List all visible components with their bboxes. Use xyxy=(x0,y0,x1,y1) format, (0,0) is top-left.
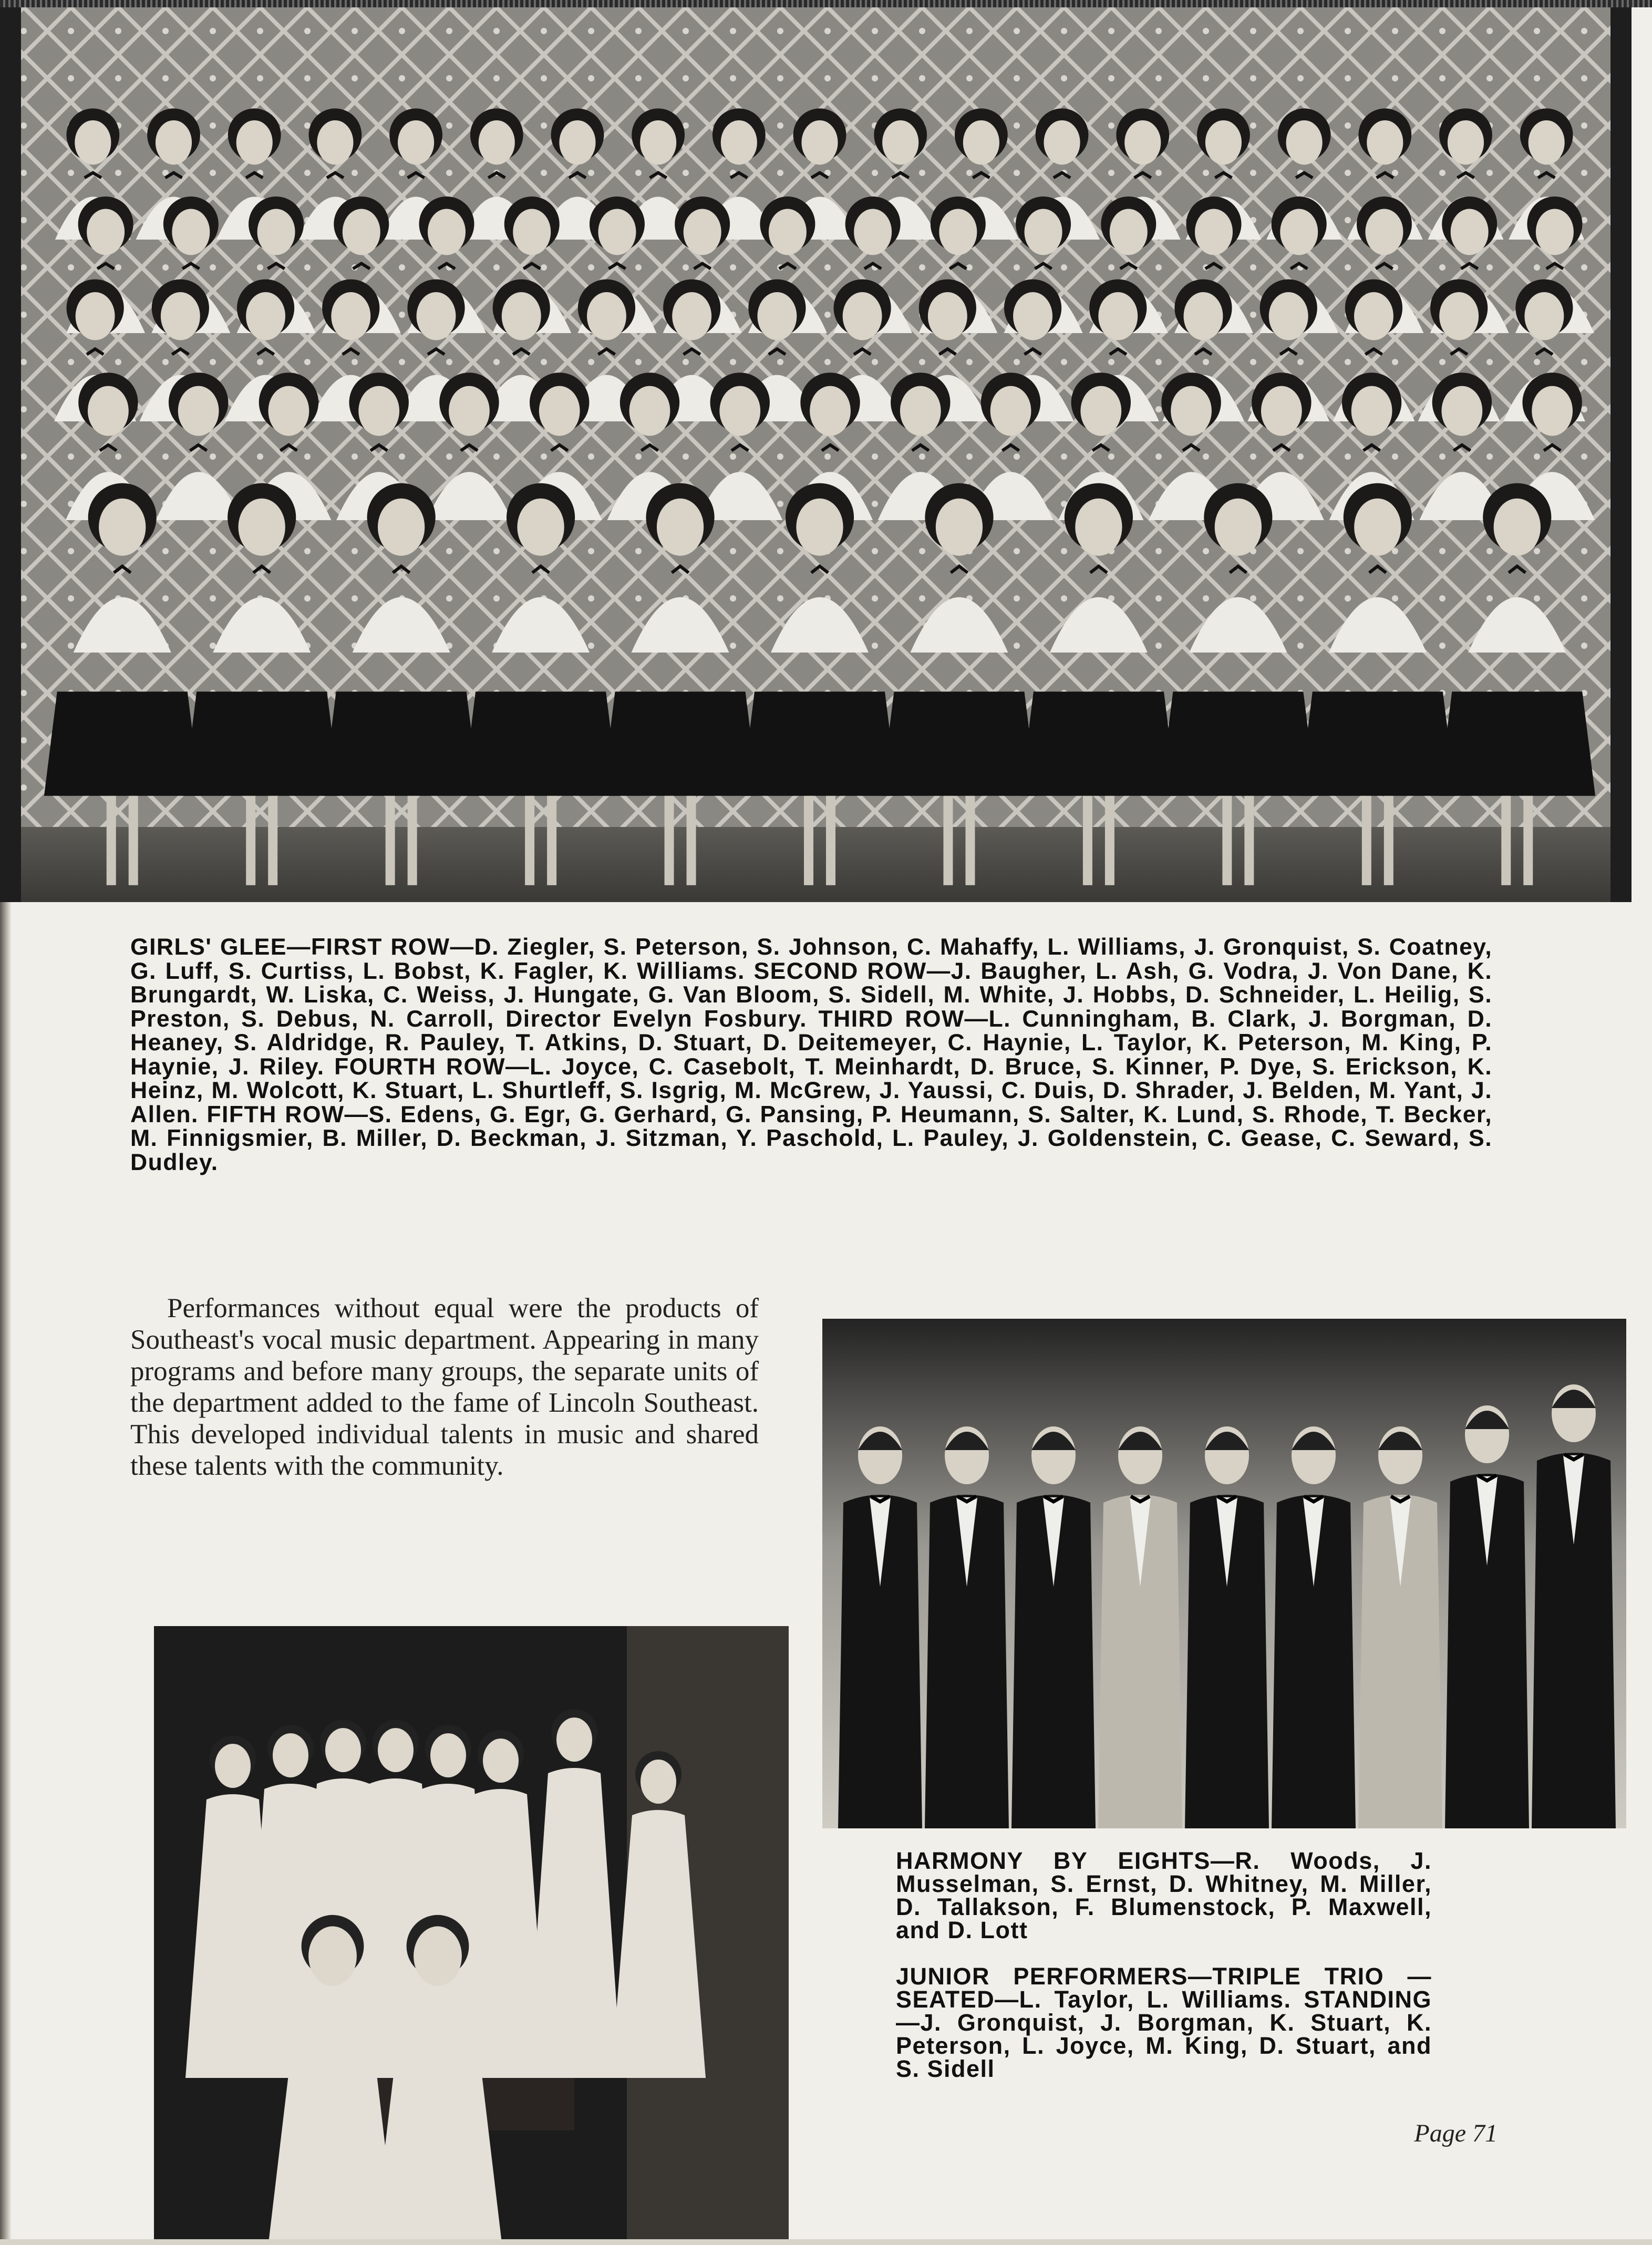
triple-trio-photo-art xyxy=(154,1626,789,2241)
harmony-caption: HARMONY BY EIGHTS—R. Woods, J. Musselman, S. Ernst, D. Whitney, M. Miller, D. Tallakson, F. Blumenstock, P. Maxwell, and D. Lott xyxy=(896,1847,1432,1943)
harmony-by-eights-photo xyxy=(822,1319,1626,1828)
top-border xyxy=(0,0,1652,7)
girls-glee-caption: GIRLS' GLEE—FIRST ROW—D. Ziegler, S. Peterson, S. Johnson, C. Mahaffy, L. Williams, J. Gronquist, S. Coatney, G. Luff, S. Curtiss, L. Bobst, K. Fagler, K. Williams. SECOND ROW—J. Baugher, L. Ash, G. Vodra, J. Von Dane, K. Brungardt, W. Liska, C. Weiss, J. Hungate, G. Van Bloom, S. Sidell, M. White, J. Hobbs, D. Schneider, L. Heilig, S. Preston, S. Debus, N. Carroll, Director Evelyn Fosbury. THIRD ROW—L. Cunningham, B. Clark, J. Borgman, D. Heaney, S. Aldridge, R. Pauley, T. Atkins, D. Stuart, D. Deitemeyer, C. Haynie, L. Taylor, K. Peterson, M. King, P. Haynie, J. Riley. FOURTH ROW—L. Joyce, C. Casebolt, T. Meinhardt, D. Bruce, S. Kinner, P. Dye, S. Erickson, K. Heinz, M. Wolcott, K. Stuart, L. Shurtleff, S. Isgrig, M. McGrew, J. Yaussi, C. Duis, D. Shrader, J. Belden, M. Yant, J. Allen. FIFTH ROW—S. Edens, G. Egr, G. Gerhard, G. Pansing, P. Heumann, S. Salter, K. Lund, S. Rhode, T. Becker, M. Finnigsmier, B. Miller, D. Beckman, J. Sitzman, Y. Paschold, L. Pauley, J. Goldenstein, C. Gease, C. Seward, S. Dudley. xyxy=(130,934,1492,1175)
triple-trio-caption: JUNIOR PERFORMERS—TRIPLE TRIO —SEATED—L. Taylor, L. Williams. STANDING—J. Gronquist, J. Borgman, K. Stuart, K. Peterson, L. Joyce, M. King, D. Stuart, and S. Sidell xyxy=(896,1963,1432,2082)
girls-glee-photo-art xyxy=(0,7,1632,902)
vocal-music-paragraph: Performances without equal were the products of Southeast's vocal music department. Appearing in many programs and before many groups, the separate units of the department added to the fame of Lincoln Southeast. This developed individual talents in music and shared these talents with the community. xyxy=(130,1293,759,1481)
girls-glee-photo xyxy=(0,7,1632,902)
bottom-border xyxy=(0,2239,1652,2245)
harmony-by-eights-photo-art xyxy=(822,1319,1626,1828)
page-number: Page 71 xyxy=(1414,2119,1498,2147)
triple-trio-photo xyxy=(154,1626,789,2241)
